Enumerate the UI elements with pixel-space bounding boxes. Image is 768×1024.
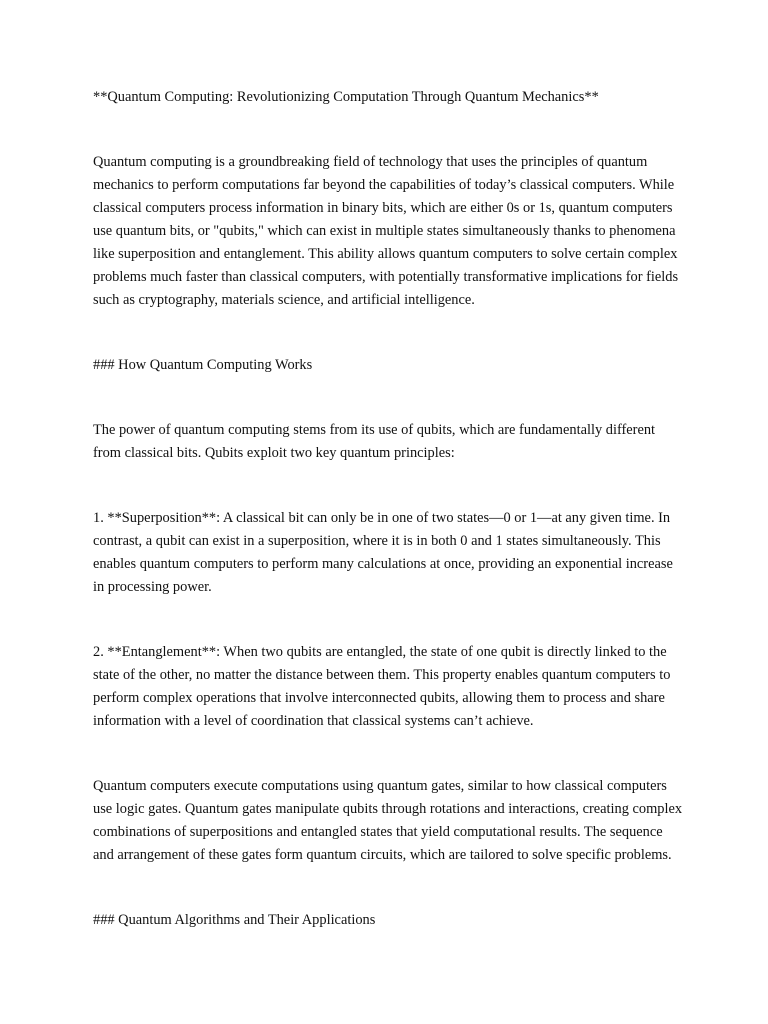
spacer [93,377,683,419]
document-page [93,86,683,932]
list-item-entanglement: 2. **Entanglement**: When two qubits are entangled, the state of one qubit is directly linked to the state of the other, no matter the distance between them. This property enables quantum computers to perform complex operations that involve interconnected qubits, allowing them to process and share information with a level of coordination that classical systems can’t achieve. [93,644,671,729]
spacer [93,599,683,641]
how-intro-paragraph: The power of quantum computing stems from its use of qubits, which are fundamentally different from classical bits. Qubits exploit two key quantum principles: [93,422,656,461]
gates-paragraph: Quantum computers execute computations using quantum gates, similar to how classical computers use logic gates. Quantum gates manipulate qubits through rotations and interactions, creating complex combinations of superpositions and entangled states that yield computational results. The sequence and arrangement of these gates form quantum circuits, which are tailored to solve specific problems. [93,778,683,863]
spacer [93,867,683,909]
section-heading-how: ### How Quantum Computing Works [93,357,313,373]
spacer [93,109,683,151]
spacer [93,465,683,507]
document-title: **Quantum Computing: Revolutionizing Computation Through Quantum Mechanics** [93,89,599,105]
section-heading-algorithms: ### Quantum Algorithms and Their Applications [93,912,376,928]
spacer [93,733,683,775]
list-item-superposition: 1. **Superposition**: A classical bit can only be in one of two states—0 or 1—at any given time. In contrast, a qubit can exist in a superposition, where it is in both 0 and 1 states simultaneously. This enables quantum computers to perform many calculations at once, providing an exponential increase in processing power. [93,510,673,595]
intro-paragraph: Quantum computing is a groundbreaking field of technology that uses the principles of quantum mechanics to perform computations far beyond the capabilities of today’s classical computers. While classical computers process information in binary bits, which are either 0s or 1s, quantum computers use quantum bits, or "qubits," which can exist in multiple states simultaneously thanks to phenomena like superposition and entanglement. This ability allows quantum computers to solve certain complex problems much faster than classical computers, with potentially transformative implications for fields such as cryptography, materials science, and artificial intelligence. [93,154,679,308]
spacer [93,312,683,354]
